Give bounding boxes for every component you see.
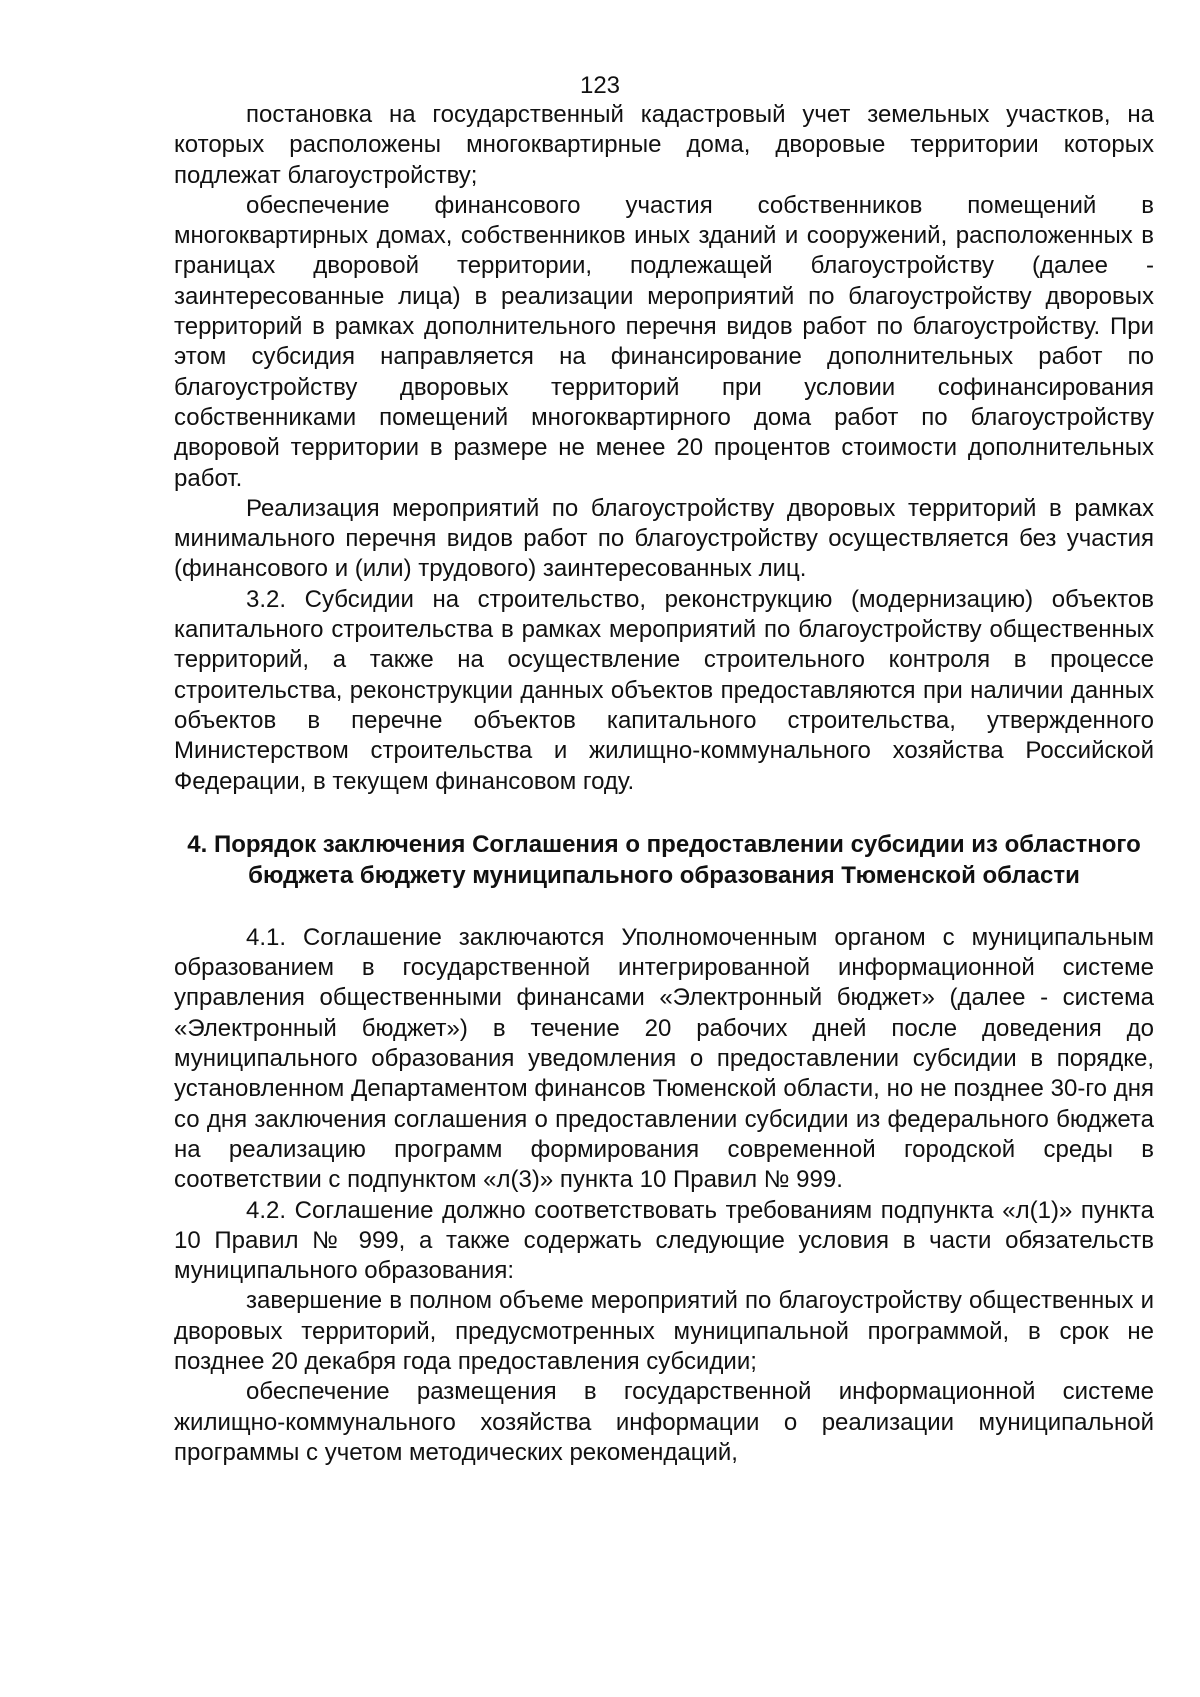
paragraph-financial-participation: обеспечение финансового участия собственников помещений в многоквартирных домах, собственников иных зданий и сооружений, расположенных в границах дворовой территории, подлежащей благоустройству (далее - заинтересованные лица) в реализации мероприятий по благоустройству дворовых территорий в рамках дополнительного перечня видов работ по благоустройству. При этом субсидия направляется на финансирование дополнительных работ по благоустройству дворовых территорий при условии софинансирования собственниками помещений многоквартирного дома работ по благоустройству дворовой территории в размере не менее 20 процентов стоимости дополнительных работ. bbox=[174, 191, 1154, 492]
spacer bbox=[174, 797, 1154, 829]
paragraph-4-2-requirements: 4.2. Соглашение должно соответствовать требованиям подпункта «л(1)» пункта 10 Правил № 999, а также содержать следующие условия в части обязательств муниципального образования: bbox=[174, 1196, 1154, 1285]
paragraph-minimal-works-list: Реализация мероприятий по благоустройству дворовых территорий в рамках минимального перечня видов работ по благоустройству осуществляется без участия (финансового и (или) трудового) заинтересованных лиц. bbox=[174, 494, 1154, 583]
paragraph-completion-of-works: завершение в полном объеме мероприятий по благоустройству общественных и дворовых территорий, предусмотренных муниципальной программой, в срок не позднее 20 декабря года предоставления субсидии; bbox=[174, 1287, 1154, 1375]
paragraph-gis-housing-posting: обеспечение размещения в государственной информационной системе жилищно-коммунального хозяйства информации о реализации муниципальной программы с учетом методических рекомендаций, bbox=[174, 1378, 1154, 1466]
paragraph-cadastral-registration: постановка на государственный кадастровый учет земельных участков, на которых расположены многоквартирные дома, дворовые территории которых подлежат благоустройству; bbox=[174, 101, 1154, 189]
page-number: 123 bbox=[579, 72, 621, 99]
section-4-heading: 4. Порядок заключения Соглашения о предоставлении субсидии из областного бюджета бюджету муниципального образования Тюменской области bbox=[187, 830, 1141, 889]
paragraph-3-2-capital-construction: 3.2. Субсидии на строительство, реконструкцию (модернизацию) объектов капитального строительства в рамках мероприятий по благоустройству общественных территорий, а также на осуществление строительного контроля в процессе строительства, реконструкции данных объектов предоставляются при наличии данных объектов в перечне объектов капитального строительства, утвержденного Министерством строительства и жилищно-коммунального хозяйства Российской Федерации, в текущем финансовом году. bbox=[174, 585, 1154, 795]
spacer bbox=[174, 891, 1154, 923]
paragraph-4-1-agreement: 4.1. Соглашение заключаются Уполномоченным органом с муниципальным образованием в государственной интегрированной информационной системе управления общественными финансами «Электронный бюджет» (далее - система «Электронный бюджет») в течение 20 рабочих дней после доведения до муниципального образования уведомления о предоставлении субсидии в порядке, установленном Департаментом финансов Тюменской области, но не позднее 30-го дня со дня заключения соглашения о предоставлении субсидии из федерального бюджета на реализацию программ формирования современной городской среды в соответствии с подпунктом «л(3)» пункта 10 Правил № 999. bbox=[174, 923, 1154, 1194]
document-body bbox=[174, 100, 1154, 1468]
